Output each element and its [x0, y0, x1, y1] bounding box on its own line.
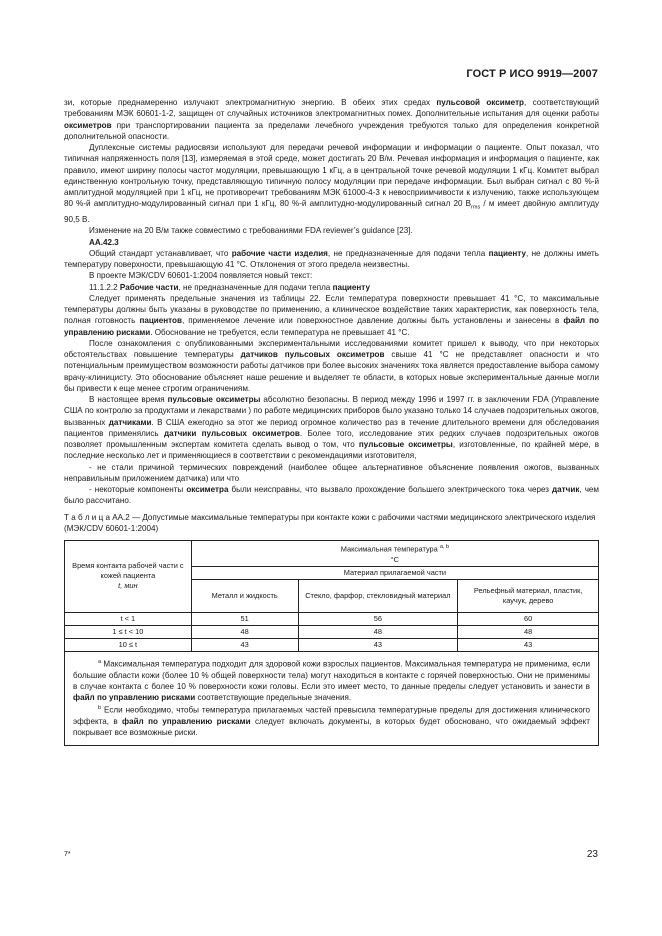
footer-mark: 7* — [64, 851, 71, 858]
time-column-header: Время контакта рабочей части с кожей пациента t, мин — [65, 541, 192, 612]
paragraph: Следует применять предельные значения из таблицы 22. Если температура поверхности превышает 41 °С, то максимальные температуры должны быть указаны в руководстве по применению, а клиническое воздействие таких характеристик, как поверхность тела, полная готовность пациентов, применяемое лечение или поверхностное давление должны быть установлены и занесены в файл по управлению рисками. Обоснование не требуется, если температура не превышает 41 °С. — [64, 293, 599, 337]
material-col: Стекло, фарфор, стекловидный материал — [298, 579, 458, 612]
paragraph: В проекте МЭК/CDV 60601-1:2004 появляется новый текст: — [89, 271, 313, 281]
table-caption: Т а б л и ц а АА.2 — Допустимые максимальные температуры при контакте кожи с рабочими частями медицинского электрического изделия (МЭК/CDV 60601-1:2004) — [64, 512, 596, 533]
paragraph: Изменение на 20 В/м также совместимо с требованиями FDA reviewer’s guidance [23]. — [89, 226, 413, 236]
paragraph: Дуплексные системы радиосвязи используют для передачи речевой информации и информации о пациенте. Опыт показал, что типичная напряженность поля [13], измеряемая в этой среде, может достигать 20 В/м. Речевая информация и информация о пациенте, как правило, имеют ширину полосы частот модуляции, превышающую 1 кГц, а в центральной точке речевой модуляции 1 кГц. Комитет выбрал единственную контрольную точку, представляющую типичную полосу модуляции при передаче информации. Был выбран сигнал с 80 %-й амплитудной модуляцией при 1 кГц, не противоречит требованиям МЭК 61000-4-3 к невосприимчивости к излучению, также использующем 80 %-й амплитудно-модулированный сигнал при 1 кГц, 80 %-й амплитудно-модулированный сигнал 20 $В_{rms}$ / м имеет двойную амплитуду 90,5 В. — [64, 143, 599, 225]
section-heading: АА.42.3 — [89, 237, 119, 247]
standard-header: ГОСТ Р ИСО 9919—2007 — [466, 68, 598, 80]
table-row: t < 1 51 56 60 — [65, 612, 599, 625]
clause-title: 11.1.2.2 Рабочие части, не предназначенные для подачи тепла пациенту — [89, 282, 370, 292]
list-item: - не стали причиной термических повреждений (наиболее общее альтернативное объяснение появления ожогов, вызванных неправильным приложением датчика) или что — [64, 462, 599, 483]
paragraph: В настоящее время пульсовые оксиметры абсолютно безопасны. В период между 1996 и 1997 гг. в заключении FDA (Управление США по контролю за продуктами и лекарствами ) по работе медицинских приборов было указано только 14 случаев подозрительных ожогов, вызванных датчиками. В США ежегодно за этот же период огромное количество раз в течение длительного времени для обследования пациентов применялись датчики пульсовых оксиметров. Более того, исследование этих редких случаев подозрительных ожогов позволяет промышленным экспертам комитета сделать вывод о том, что пульсовые оксиметры, изготовленные, по крайней мере, в последние несколько лет и применяющиеся в соответствии с рекомендациями изготовителя, — [64, 395, 600, 461]
table-row: 10 ≤ t 43 43 43 — [65, 638, 599, 651]
material-header: Материал прилагаемой части — [191, 566, 598, 579]
table-notes — [64, 652, 599, 746]
max-temp-header: Максимальная температура $^{а, b}$ °С — [191, 541, 598, 566]
list-item: - некоторые компоненты оксиметра были неисправны, что вызвало прохождение большего электрического тока через датчик, чем было рассчитано. — [64, 485, 599, 506]
material-col: Рельефный материал, пластик, каучук, дерево — [458, 579, 599, 612]
material-col: Металл и жидкость — [191, 579, 298, 612]
table-row: 1 ≤ t < 10 48 48 48 — [65, 625, 599, 638]
temperature-table — [64, 540, 599, 651]
paragraph: Общий стандарт устанавливает, что рабочие части изделия, не предназначенные для подачи тепла пациенту, не должны иметь температуру поверхности, превышающую 41 °С. Отклонения от этого предела неизвестны. — [64, 248, 599, 270]
table-note-a: $^а$ Максимальная температура подходит для здоровой кожи взрослых пациентов. Максимальная температура не применима, если большие области кожи (более 10 % общей поверхности тела) могут находиться в контакте с горячей поверхностью. Они не применимы в случае контакта с более 10 % поверхности кожи головы. Если это имеет место, то данные пределы следует установить и занести в файл по управлению рисками соответствующие предельные значения. — [73, 658, 591, 703]
paragraph: После ознакомления с опубликованными экспериментальными исследованиями комитет пришел к выводу, что при некоторых обстоятельствах повышение температуры датчиков пульсовых оксиметров свыше 41 °С не представляет опасности и что потенциальным преимуществом возможности работы датчиков при более высоких значениях тока является предоставление выбора самому врачу-клиницисту. Это обоснование объясняет наше решение и выделяет те области, в которых новые экспериментальные данные могли бы привести к еще менее строгим ограничениям. — [64, 338, 599, 393]
table-note-b: $^b$ Если необходимо, чтобы температура прилагаемых частей превысила температурные пределы для достижения клинического эффекта, в файл по управлению рисками следует включать документы, в которых будет обосновано, что ожидаемый эффект покрывает все возможные риски. — [73, 705, 590, 738]
paragraph: зи, которые преднамеренно излучают электромагнитную энергию. В обеих этих средах пульсовой оксиметр, соответствующий требованиям МЭК 60601-1-2, защищен от случайных источников электромагнитных помех. Дополнительные испытания для оценки работы оксиметров при транспортировании пациента за пределами лечебного учреждения требуются только для определения конкретной дополнительной опасности. — [64, 98, 599, 141]
document-body — [64, 97, 599, 746]
page-number: 23 — [586, 849, 598, 860]
